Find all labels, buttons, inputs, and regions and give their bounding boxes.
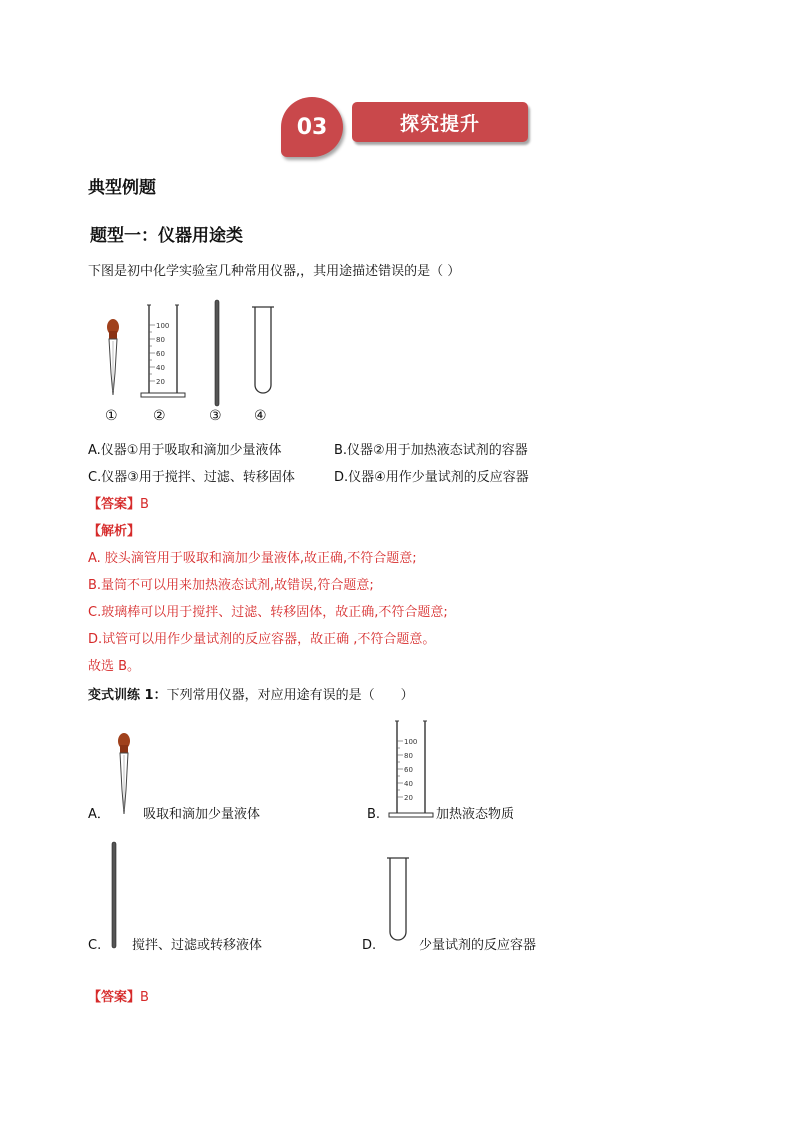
glass-rod-icon xyxy=(215,300,219,406)
q2-cylinder-tick-40: 40 xyxy=(404,780,413,788)
question1-option-b: B.仪器②用于加热液态试剂的容器 xyxy=(334,443,528,458)
question2-answer xyxy=(88,989,149,1007)
answer-label: 【答案】 xyxy=(88,990,141,1005)
section-title-banner xyxy=(352,102,528,142)
question2-stem: 下列常用仪器，对应用途有误的是（ ） xyxy=(166,688,414,703)
q2-cylinder-tick-20: 20 xyxy=(404,794,413,802)
section-number: 03 xyxy=(296,114,328,140)
test-tube-icon xyxy=(252,307,274,393)
figure-label-1: ① xyxy=(105,408,118,424)
cylinder-tick-20: 20 xyxy=(156,378,165,386)
question2-option-c-letter: C. xyxy=(88,938,102,953)
question1-option-a: A.仪器①用于吸取和滴加少量液体 xyxy=(88,443,282,458)
glass-rod-icon xyxy=(112,842,116,948)
question1-stem: 下图是初中化学实验室几种常用仪器,，其用途描述错误的是（ ） xyxy=(88,264,461,279)
question2-option-a-letter: A． xyxy=(88,807,110,822)
question1-answer xyxy=(88,496,149,514)
analysis-line-b: B.量筒不可以用来加热液态试剂,故错误,符合题意; xyxy=(88,578,374,593)
question2-option-d-letter: D. xyxy=(362,938,377,953)
test-tube-icon xyxy=(387,858,409,940)
analysis-label: 【解析】 xyxy=(88,524,141,539)
dropper-icon xyxy=(107,319,119,395)
analysis-line-c: C.玻璃棒可以用于搅拌、过滤、转移固体，故正确,不符合题意; xyxy=(88,605,448,620)
figure-label-4: ④ xyxy=(254,408,267,424)
heading-typical-examples: 典型例题 xyxy=(88,178,156,198)
answer-value: B xyxy=(140,497,149,512)
question2-stem-line xyxy=(88,687,414,705)
question2-cylinder-figure xyxy=(387,717,435,821)
subheading-question-type: 题型一：仪器用途类 xyxy=(90,226,243,246)
section-title: 探究提升 xyxy=(399,112,480,135)
section-number-badge xyxy=(281,97,343,157)
analysis-conclusion: 故选 B。 xyxy=(88,659,141,674)
question1-option-c: C.仪器③用于搅拌、过滤、转移固体 xyxy=(88,470,295,485)
question1-option-d: D.仪器④用作少量试剂的反应容器 xyxy=(334,470,529,485)
q2-cylinder-tick-100: 100 xyxy=(404,738,418,746)
cylinder-tick-60: 60 xyxy=(156,350,165,358)
dropper-icon xyxy=(118,733,130,814)
question2-option-b-letter: B. xyxy=(367,807,381,822)
cylinder-tick-100: 100 xyxy=(156,322,170,330)
analysis-line-a: A. 胶头滴管用于吸取和滴加少量液体,故正确,不符合题意; xyxy=(88,551,417,566)
cylinder-tick-80: 80 xyxy=(156,336,165,344)
q2-cylinder-tick-80: 80 xyxy=(404,752,413,760)
cylinder-tick-40: 40 xyxy=(156,364,165,372)
figure-label-2: ② xyxy=(153,408,166,424)
question2-option-d-text: 少量试剂的反应容器 xyxy=(419,938,537,953)
answer-value: B xyxy=(140,990,149,1005)
answer-label: 【答案】 xyxy=(88,497,141,512)
question2-glass-rod-figure xyxy=(108,840,120,950)
question2-option-a-text: 吸取和滴加少量液体 xyxy=(143,807,261,822)
question2-test-tube-figure xyxy=(385,852,411,948)
figure-label-3: ③ xyxy=(209,408,222,424)
question2-option-c-text: 搅拌、过滤或转移液体 xyxy=(132,938,263,953)
analysis-line-d: D.试管可以用作少量试剂的反应容器，故正确 ,不符合题意。 xyxy=(88,632,436,647)
q2-cylinder-tick-60: 60 xyxy=(404,766,413,774)
question2-dropper-figure xyxy=(112,730,136,818)
question1-figure xyxy=(95,295,295,430)
question2-option-b-text: 加热液态物质 xyxy=(436,807,515,822)
variant-training-label: 变式训练 1： xyxy=(88,688,167,703)
